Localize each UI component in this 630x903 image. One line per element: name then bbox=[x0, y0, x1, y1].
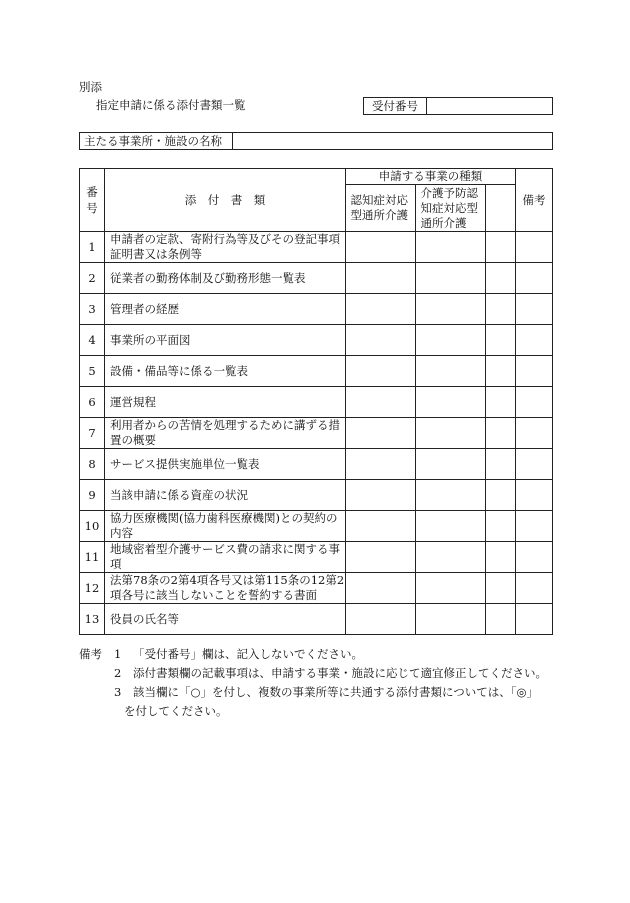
check-cell[interactable] bbox=[486, 573, 516, 604]
table-row bbox=[80, 294, 553, 325]
check-cell[interactable] bbox=[486, 356, 516, 387]
row-document: 役員の氏名等 bbox=[105, 604, 346, 635]
note-number: 3 bbox=[114, 685, 122, 699]
row-document: 管理者の経歴 bbox=[105, 294, 346, 325]
remarks-cell[interactable] bbox=[516, 480, 553, 511]
row-document: 申請者の定款、寄附行為等及びその登記事項証明書又は条例等 bbox=[105, 232, 346, 263]
row-document: 従業者の勤務体制及び勤務形態一覧表 bbox=[105, 263, 346, 294]
table-row bbox=[80, 449, 553, 480]
row-document: 法第78条の2第4項各号又は第115条の12第2項各号に該当しないことを誓約する書面 bbox=[105, 573, 346, 604]
header-service-type: 申請する事業の種類 bbox=[346, 169, 516, 185]
table-row bbox=[80, 480, 553, 511]
table-row bbox=[80, 573, 553, 604]
header-type-1: 認知症対応型通所介護 bbox=[346, 185, 416, 232]
row-number: 7 bbox=[80, 418, 105, 449]
check-cell[interactable] bbox=[346, 387, 416, 418]
divider bbox=[232, 133, 233, 149]
page-title: 指定申請に係る添付書類一覧 bbox=[96, 98, 246, 112]
header-remarks: 備考 bbox=[516, 169, 553, 232]
table-row bbox=[80, 232, 553, 263]
check-cell[interactable] bbox=[486, 480, 516, 511]
header-type-2: 介護予防認知症対応型通所介護 bbox=[416, 185, 486, 232]
note-text-continued: を付してください。 bbox=[124, 704, 228, 718]
check-cell[interactable] bbox=[486, 511, 516, 542]
check-cell[interactable] bbox=[346, 263, 416, 294]
remarks-cell[interactable] bbox=[516, 449, 553, 480]
receipt-number-box bbox=[363, 97, 553, 115]
check-cell[interactable] bbox=[486, 449, 516, 480]
check-cell[interactable] bbox=[346, 232, 416, 263]
check-cell[interactable] bbox=[486, 294, 516, 325]
check-cell[interactable] bbox=[346, 325, 416, 356]
check-cell[interactable] bbox=[416, 480, 486, 511]
check-cell[interactable] bbox=[486, 263, 516, 294]
row-number: 1 bbox=[80, 232, 105, 263]
row-document: 地域密着型介護サービス費の請求に関する事項 bbox=[105, 542, 346, 573]
check-cell[interactable] bbox=[416, 418, 486, 449]
check-cell[interactable] bbox=[346, 480, 416, 511]
row-document: 利用者からの苦情を処理するために講ずる措置の概要 bbox=[105, 418, 346, 449]
check-cell[interactable] bbox=[346, 294, 416, 325]
check-cell[interactable] bbox=[416, 263, 486, 294]
remarks-cell[interactable] bbox=[516, 542, 553, 573]
row-number: 11 bbox=[80, 542, 105, 573]
note-text: 添付書類欄の記載事項は、申請する事業・施設に応じて適宜修正してください。 bbox=[133, 666, 547, 680]
remarks-cell[interactable] bbox=[516, 511, 553, 542]
check-cell[interactable] bbox=[416, 573, 486, 604]
check-cell[interactable] bbox=[346, 449, 416, 480]
header-number: 番号 bbox=[80, 169, 105, 232]
row-document: 設備・備品等に係る一覧表 bbox=[105, 356, 346, 387]
check-cell[interactable] bbox=[486, 387, 516, 418]
check-cell[interactable] bbox=[416, 232, 486, 263]
check-cell[interactable] bbox=[486, 232, 516, 263]
table-row bbox=[80, 542, 553, 573]
check-cell[interactable] bbox=[346, 573, 416, 604]
row-document: 協力医療機関(協力歯科医療機関)との契約の内容 bbox=[105, 511, 346, 542]
note-number: 2 bbox=[114, 666, 122, 680]
remarks-cell[interactable] bbox=[516, 263, 553, 294]
check-cell[interactable] bbox=[416, 604, 486, 635]
header-documents: 添 付 書 類 bbox=[105, 169, 346, 232]
remarks-cell[interactable] bbox=[516, 573, 553, 604]
row-document: サービス提供実施単位一覧表 bbox=[105, 449, 346, 480]
table-row bbox=[80, 511, 553, 542]
remarks-cell[interactable] bbox=[516, 604, 553, 635]
table-row bbox=[80, 356, 553, 387]
check-cell[interactable] bbox=[486, 325, 516, 356]
table-row bbox=[80, 604, 553, 635]
remarks-cell[interactable] bbox=[516, 294, 553, 325]
row-number: 8 bbox=[80, 449, 105, 480]
row-number: 3 bbox=[80, 294, 105, 325]
row-number: 2 bbox=[80, 263, 105, 294]
table-row bbox=[80, 418, 553, 449]
row-number: 13 bbox=[80, 604, 105, 635]
attachment-label: 別添 bbox=[79, 80, 102, 94]
row-number: 12 bbox=[80, 573, 105, 604]
row-document: 事業所の平面図 bbox=[105, 325, 346, 356]
row-number: 9 bbox=[80, 480, 105, 511]
notes-label: 備考 bbox=[79, 647, 102, 661]
note-text: 「受付番号」欄は、記入しないでください。 bbox=[133, 647, 363, 661]
receipt-number-label: 受付番号 bbox=[372, 99, 418, 113]
check-cell[interactable] bbox=[416, 542, 486, 573]
check-cell[interactable] bbox=[346, 418, 416, 449]
divider bbox=[426, 98, 427, 114]
row-number: 5 bbox=[80, 356, 105, 387]
check-cell[interactable] bbox=[486, 542, 516, 573]
check-cell[interactable] bbox=[416, 511, 486, 542]
check-cell[interactable] bbox=[346, 542, 416, 573]
attachment-table bbox=[79, 168, 553, 635]
row-document: 運営規程 bbox=[105, 387, 346, 418]
remarks-cell[interactable] bbox=[516, 325, 553, 356]
check-cell[interactable] bbox=[416, 325, 486, 356]
row-number: 6 bbox=[80, 387, 105, 418]
check-cell[interactable] bbox=[416, 294, 486, 325]
remarks-cell[interactable] bbox=[516, 387, 553, 418]
facility-name-box bbox=[79, 132, 553, 150]
remarks-cell[interactable] bbox=[516, 232, 553, 263]
note-number: 1 bbox=[114, 647, 122, 661]
table-row bbox=[80, 263, 553, 294]
remarks-cell[interactable] bbox=[516, 356, 553, 387]
table-row bbox=[80, 325, 553, 356]
note-text: 該当欄に「○」を付し、複数の事業所等に共通する添付書類については、「◎」 bbox=[133, 685, 539, 699]
check-cell[interactable] bbox=[486, 604, 516, 635]
header-type-3 bbox=[486, 185, 516, 232]
facility-name-label: 主たる事業所・施設の名称 bbox=[84, 134, 222, 148]
check-cell[interactable] bbox=[346, 356, 416, 387]
row-number: 10 bbox=[80, 511, 105, 542]
check-cell[interactable] bbox=[486, 418, 516, 449]
row-document: 当該申請に係る資産の状況 bbox=[105, 480, 346, 511]
row-number: 4 bbox=[80, 325, 105, 356]
check-cell[interactable] bbox=[346, 604, 416, 635]
check-cell[interactable] bbox=[416, 387, 486, 418]
check-cell[interactable] bbox=[416, 356, 486, 387]
remarks-cell[interactable] bbox=[516, 418, 553, 449]
check-cell[interactable] bbox=[416, 449, 486, 480]
table-row bbox=[80, 387, 553, 418]
check-cell[interactable] bbox=[346, 511, 416, 542]
